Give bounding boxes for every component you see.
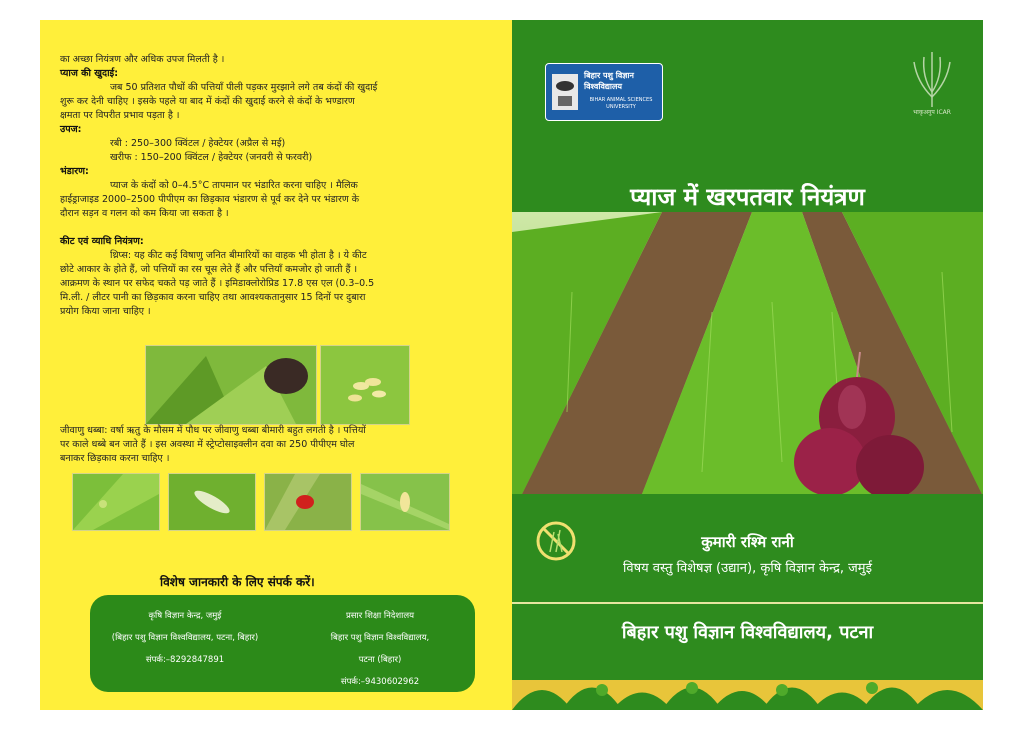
contact-right-line-3: पटना (बिहार) <box>358 655 402 665</box>
disease-photo-2 <box>168 473 256 531</box>
harvest-text-2: शुरू कर देनी चाहिए । इसके पहले या बाद में कंदों की खुदाई करने से कंदों के भण्डारण <box>60 96 355 107</box>
pest-text-4: मि.ली. / लीटर पानी का छिड़काव करना चाहिए तथा आवश्यकतानुसार 15 दिनों पर दुबारा <box>60 292 366 303</box>
right-panel <box>512 20 983 710</box>
onion-field-photo <box>512 212 983 494</box>
left-panel <box>40 20 512 710</box>
contact-directorate <box>285 605 475 693</box>
yield-kharif: खरीफ : 150–200 क्विंटल / हेक्टेयर (जनवरी से फरवरी) <box>110 152 313 163</box>
icar-label: भाकृअनुप ICAR <box>913 109 951 116</box>
pest-text-2: छोटे आकार के होते हैं, जो पत्तियों का रस चूस लेते हैं और पत्तियाँ कमजोर हो जाती हैं । <box>60 264 358 275</box>
cow-emblem-icon <box>550 72 580 112</box>
disease-photo-1 <box>72 473 160 531</box>
storage-heading: भंडारण: <box>60 166 89 177</box>
wheat-emblem-icon <box>902 42 962 112</box>
harvest-heading: प्याज की खुदाई: <box>60 68 118 79</box>
yield-heading: उपज: <box>60 124 82 135</box>
page-title: प्याज में खरपतवार नियंत्रण <box>630 183 865 211</box>
logo-text-english-1: BIHAR ANIMAL SCIENCES <box>589 97 653 103</box>
contact-kvk <box>90 605 280 671</box>
contact-right-line-2: बिहार पशु विज्ञान विश्वविद्यालय, <box>330 633 430 643</box>
thrips-photo-2 <box>320 345 410 425</box>
contact-right-phone: संपर्क:–9430602962 <box>340 677 420 687</box>
intro-line: का अच्छा नियंत्रण और अधिक उपज मिलती है । <box>60 54 225 65</box>
harvest-text-3: क्षमता पर विपरीत प्रभाव पड़ता है । <box>60 110 180 121</box>
disease-photo-3 <box>264 473 352 531</box>
author-block <box>512 532 983 576</box>
pest-text-3: आक्रमण के स्थान पर सफेद चकते पड़ जाते हैं । इमिडाक्लोरोप्रिड 17.8 एस एल (0.3–0.5 <box>60 278 375 289</box>
icar-emblem <box>902 42 962 122</box>
blight-text-block <box>60 424 500 466</box>
contact-box <box>90 595 475 692</box>
harvest-text-1: जब 50 प्रतिशत पौधों की पत्तियाँ पीली पड़कर मुरझाने लगे तब कंदों की खुदाई <box>110 82 378 93</box>
storage-text-3: दौरान सड़न व गलन को कम किया जा सकता है । <box>60 208 229 219</box>
yield-rabi: रबी : 250–300 क्विंटल / हेक्टेयर (अप्रैल से मई) <box>110 138 286 149</box>
pest-text-1: थ्रिप्स: यह कीट कई विषाणु जनित बीमारियों का वाहक भी होता है । ये कीट <box>110 250 367 261</box>
blight-text-2: पर काले धब्बे बन जाते हैं । इस अवस्था में स्ट्रेप्टोसाइक्लीन दवा का 250 पीपीएम घोल <box>60 439 355 450</box>
blight-text-1: जीवाणु धब्बा: वर्षा ऋतु के मौसम में पौध पर जीवाणु धब्बा बीमारी बहुत लगती है । पत्तियों <box>60 425 366 436</box>
divider <box>512 602 983 604</box>
university-name: बिहार पशु विज्ञान विश्वविद्यालय, पटना <box>621 622 874 643</box>
info-text-block <box>60 53 500 319</box>
logo-text-english-2: UNIVERSITY <box>606 104 636 110</box>
contact-left-line-1: कृषि विज्ञान केन्द्र, जमुई <box>148 611 222 621</box>
crops-decoration <box>512 660 983 710</box>
author-role: विषय वस्तु विशेषज्ञ (उद्यान), कृषि विज्ञान केन्द्र, जमुई <box>623 561 872 576</box>
blight-text-3: बनाकर छिड़काव करना चाहिए । <box>60 453 170 464</box>
thrips-photo-1 <box>145 345 317 425</box>
contact-left-line-2: (बिहार पशु विज्ञान विश्वविद्यालय, पटना, बिहार) <box>111 633 259 643</box>
contact-right-line-1: प्रसार शिक्षा निदेशालय <box>345 611 415 621</box>
logo-text-hindi-2: विश्वविद्यालय <box>584 82 623 91</box>
storage-text-2: हाईड्राजाइड 2000–2500 पीपीएम का छिड़काव भंडारण से पूर्व कर देने पर भंडारण के <box>60 194 360 205</box>
logo-text-hindi-1: बिहार पशु विज्ञान <box>584 71 634 80</box>
contact-left-phone: संपर्क:–8292847891 <box>145 655 225 665</box>
author-name: कुमारी रश्मि रानी <box>701 533 794 551</box>
pest-text-5: प्रयोग किया जाना चाहिए । <box>60 306 151 317</box>
contact-title: विशेष जानकारी के लिए संपर्क करें। <box>160 575 315 589</box>
university-logo <box>545 63 663 121</box>
storage-text-1: प्याज के कंदों को 0–4.5°C तापमान पर भंडारित करना चाहिए । मैलिक <box>110 180 358 191</box>
disease-photo-4 <box>360 473 450 531</box>
pest-heading: कीट एवं व्याधि नियंत्रण: <box>60 236 144 247</box>
brochure <box>40 20 983 710</box>
